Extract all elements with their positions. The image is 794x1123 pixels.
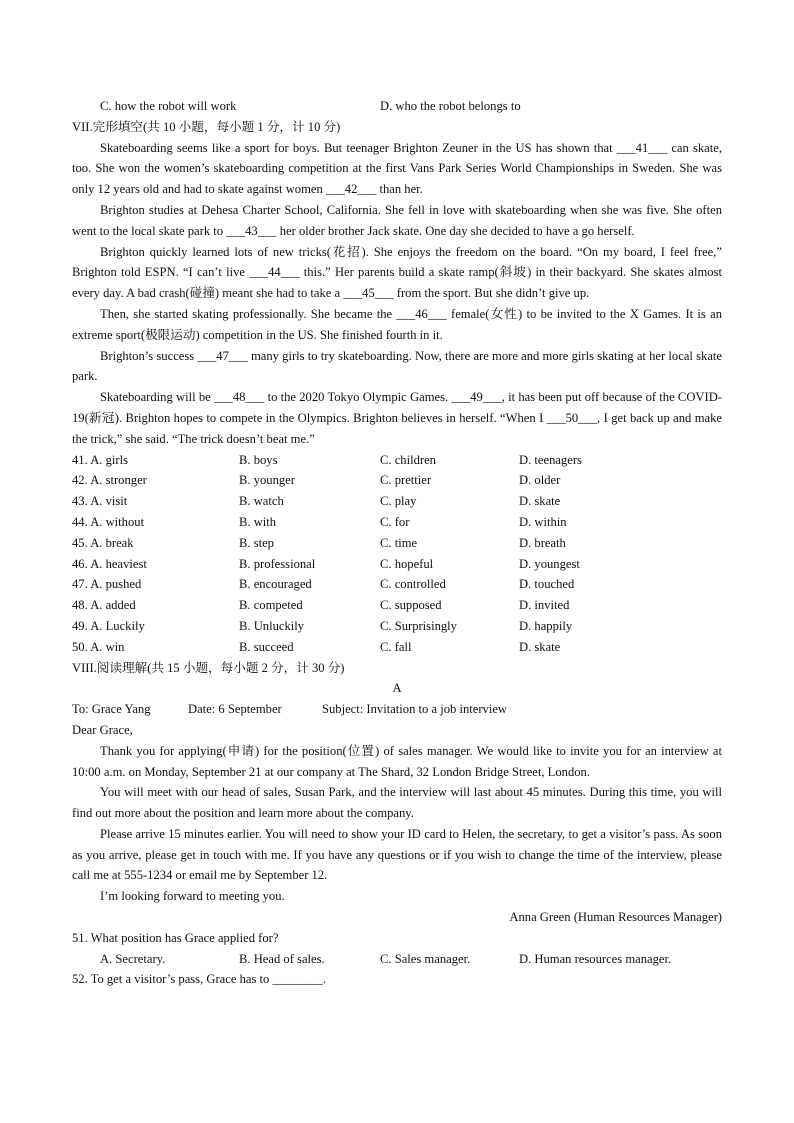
cloze-paragraph-5: Brighton’s success ___47___ many girls to try skateboarding. Now, there are more and more girls skating at her local skate park.	[72, 348, 722, 384]
choice-c: C. for	[380, 514, 410, 529]
choice-a: 41. A. girls	[72, 452, 128, 467]
section-7-heading: VII.完形填空(共 10 小题，每小题 1 分，计 10 分)	[72, 119, 341, 134]
email-greeting: Dear Grace,	[72, 722, 133, 737]
choice-a: 46. A. heaviest	[72, 556, 147, 571]
q51-option-d: D. Human resources manager.	[519, 951, 672, 966]
choice-b: B. step	[239, 535, 274, 550]
choice-d: D. touched	[519, 577, 575, 592]
choice-a: 47. A. pushed	[72, 577, 142, 592]
choice-d: D. happily	[519, 618, 573, 633]
email-date: Date: 6 September	[188, 702, 282, 717]
email-subject: Subject: Invitation to a job interview	[322, 702, 508, 717]
cloze-paragraph-2: Brighton studies at Dehesa Charter School, California. She fell in love with skateboarding when she was five. She often went to the local skate park to ___43___ her older brother Jack skate. One day she decided to have a go herself.	[72, 202, 722, 238]
cloze-paragraph-1: Skateboarding seems like a sport for boys. But teenager Brighton Zeuner in the US has shown that ___41___ can skate, too. She won the women’s skateboarding competition at the first Vans Park Series World Championships in Sweden. She was only 12 years old and had to skate against women ___42___ than her.	[72, 140, 722, 197]
choice-d: D. youngest	[519, 556, 580, 571]
choice-row-44	[72, 512, 722, 533]
choice-c: C. play	[380, 494, 417, 509]
choice-a: 49. A. Luckily	[72, 618, 145, 633]
choice-a: 45. A. break	[72, 535, 134, 550]
choice-c: C. supposed	[380, 598, 442, 613]
choice-c: C. prettier	[380, 473, 432, 488]
choice-b: B. encouraged	[239, 577, 312, 592]
choice-a: 43. A. visit	[72, 494, 128, 509]
question-51: 51. What position has Grace applied for?	[72, 930, 279, 945]
choice-b: B. boys	[239, 452, 278, 467]
choice-row-49	[72, 616, 722, 637]
email-signature: Anna Green (Human Resources Manager)	[509, 910, 722, 925]
choice-b: B. competed	[239, 598, 303, 613]
choice-d: D. skate	[519, 494, 561, 509]
option-c: C. how the robot will work	[100, 99, 237, 113]
choice-row-48	[72, 595, 722, 616]
question-51-options	[72, 949, 722, 970]
question-52: 52. To get a visitor’s pass, Grace has to ________.	[72, 972, 326, 987]
choice-d: D. breath	[519, 535, 566, 550]
choice-c: C. fall	[380, 639, 412, 654]
choice-d: D. within	[519, 514, 567, 529]
email-paragraph-3: Please arrive 15 minutes earlier. You will need to show your ID card to Helen, the secretary, to get a visitor’s pass. As soon as you arrive, please get in touch with me. If you have any questions or if you wish to change the time of the interview, please call me at 555-1234 or email me by September 12.	[72, 826, 722, 883]
section-8-heading: VIII.阅读理解(共 15 小题，每小题 2 分，计 30 分)	[72, 660, 345, 675]
cloze-paragraph-4: Then, she started skating professionally. She became the ___46___ female(女性) to be invited to the X Games. It is an extreme sport(极限运动) competition in the US. She finished fourth in it.	[72, 306, 722, 342]
choice-b: B. professional	[239, 556, 316, 571]
choice-a: 48. A. added	[72, 598, 136, 613]
choice-d: D. skate	[519, 639, 561, 654]
choice-b: B. younger	[239, 473, 295, 488]
choice-b: B. watch	[239, 494, 284, 509]
choice-c: C. controlled	[380, 577, 446, 592]
choice-d: D. teenagers	[519, 452, 582, 467]
email-paragraph-2: You will meet with our head of sales, Susan Park, and the interview will last about 45 minutes. During this time, you will find out more about the position and learn more about the company.	[72, 785, 722, 821]
choice-row-43	[72, 491, 722, 512]
cloze-paragraph-6: Skateboarding will be ___48___ to the 2020 Tokyo Olympic Games. ___49___, it has been put off because of the COVID-19(新冠). Brighton hopes to compete in the Olympics. Brighton believes in herself. “When I ___50___, I get back up and make the trick,” she said. “The trick doesn’t beat me.”	[72, 390, 722, 446]
choice-row-42	[72, 470, 722, 491]
q51-option-b: B. Head of sales.	[239, 951, 325, 966]
choice-c: C. children	[380, 452, 436, 467]
choice-row-45	[72, 533, 722, 554]
choice-d: D. older	[519, 473, 561, 488]
option-d: D. who the robot belongs to	[380, 99, 521, 113]
exam-page	[72, 96, 722, 990]
email-paragraph-1: Thank you for applying(申请) for the position(位置) of sales manager. We would like to invite you for an interview at 10:00 a.m. on Monday, September 21 at our company at The Shard, 32 London Bridge Street, London.	[72, 743, 722, 779]
passage-label: A	[392, 681, 402, 696]
q51-option-c: C. Sales manager.	[380, 951, 471, 966]
choice-row-41	[72, 450, 722, 471]
choice-c: C. time	[380, 535, 418, 550]
cloze-choices	[72, 450, 722, 658]
choice-a: 42. A. stronger	[72, 473, 147, 488]
previous-question-options	[72, 96, 722, 117]
choice-row-47	[72, 574, 722, 595]
choice-b: B. succeed	[239, 639, 294, 654]
choice-a: 44. A. without	[72, 514, 145, 529]
choice-c: C. Surprisingly	[380, 618, 457, 633]
email-to: To: Grace Yang	[72, 702, 151, 717]
q51-option-a: A. Secretary.	[100, 951, 166, 966]
choice-b: B. Unluckily	[239, 618, 305, 633]
email-paragraph-4: I’m looking forward to meeting you.	[100, 889, 285, 904]
choice-row-50	[72, 637, 722, 658]
choice-a: 50. A. win	[72, 639, 125, 654]
cloze-paragraph-3: Brighton quickly learned lots of new tricks(花招). She enjoys the freedom on the board. “On my board, I feel free,” Brighton told ESPN. “I can’t live ___44___ this.” Her parents build a skate ramp(斜坡) in their backyard. She skates almost every day. A bad crash(碰撞) meant she had to take a ___45___ from the sport. But she didn’t give up.	[72, 244, 722, 301]
choice-row-46	[72, 554, 722, 575]
choice-d: D. invited	[519, 598, 570, 613]
email-header	[72, 699, 722, 720]
choice-b: B. with	[239, 514, 277, 529]
choice-c: C. hopeful	[380, 556, 434, 571]
